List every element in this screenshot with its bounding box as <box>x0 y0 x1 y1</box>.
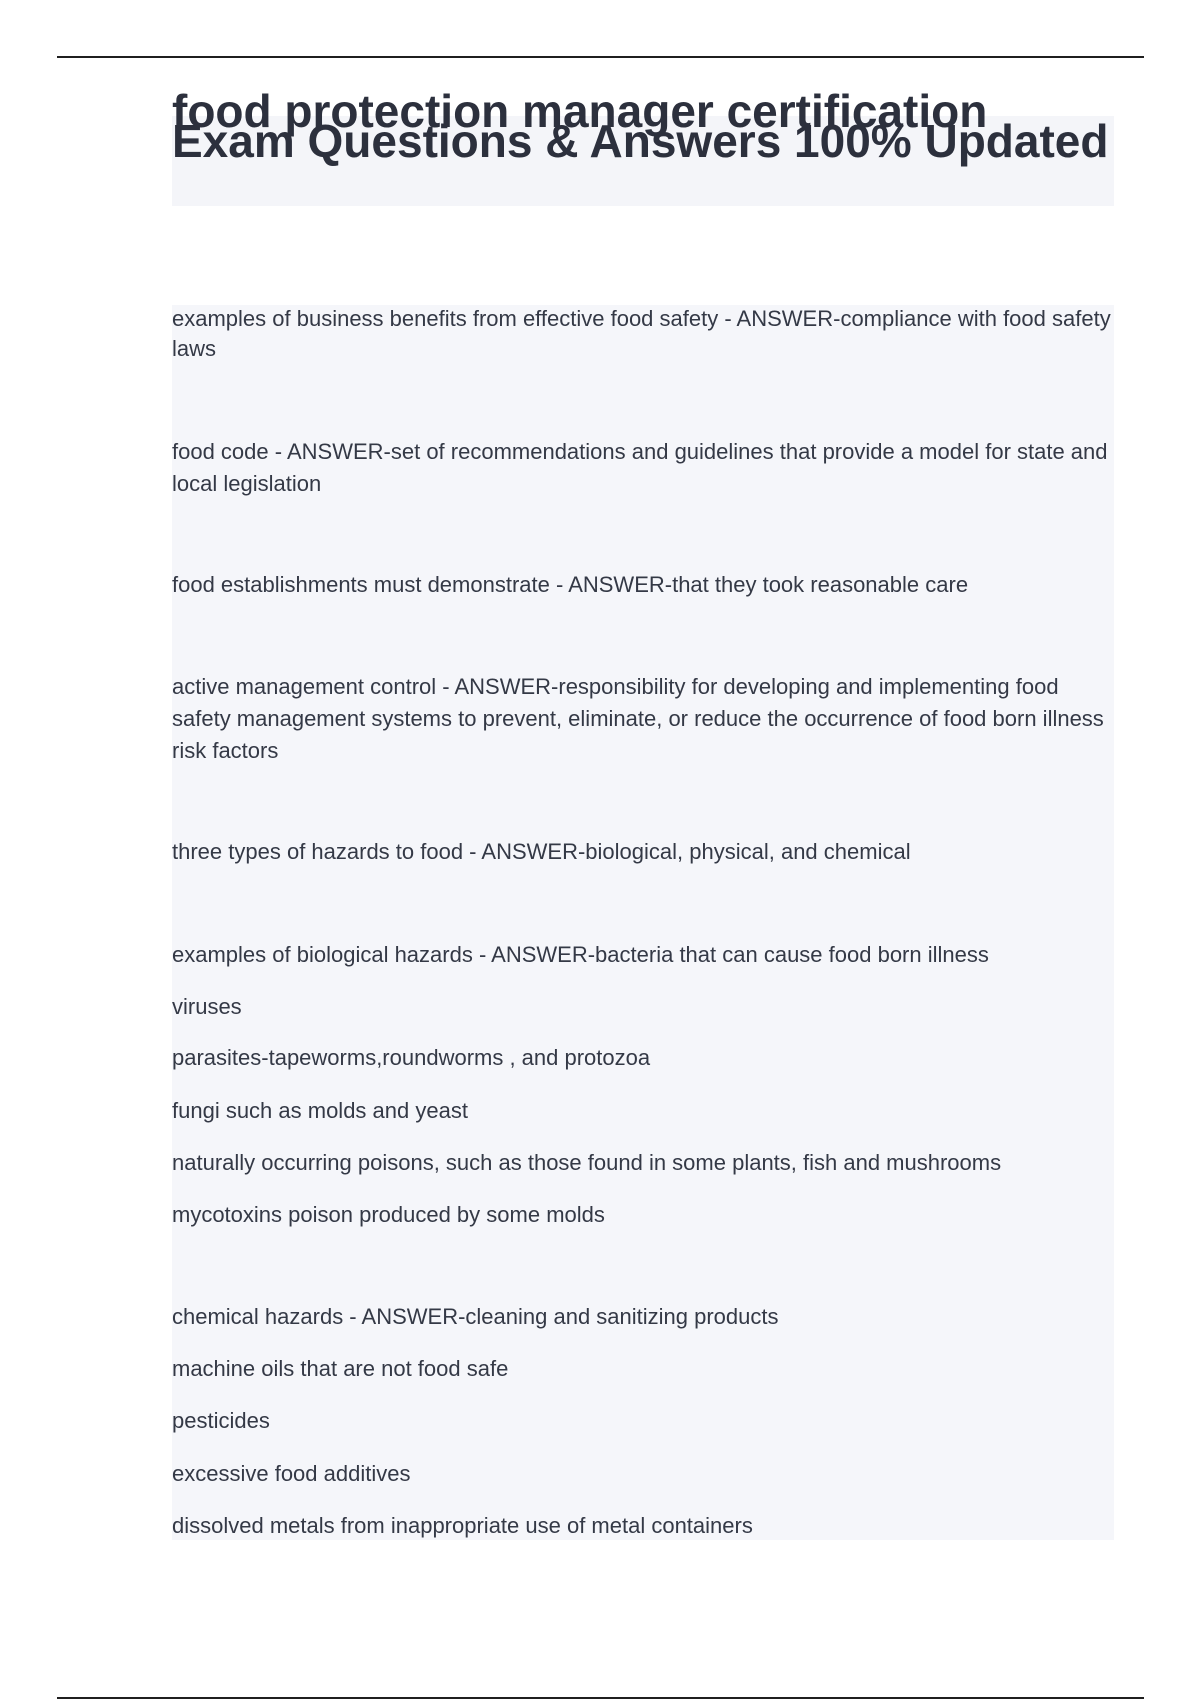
list-item: machine oils that are not food safe <box>172 1356 509 1381</box>
qa-entry-business-benefits: examples of business benefits from effective food safety - ANSWER-compliance with food safety laws <box>172 306 1111 361</box>
list-item: dissolved metals from inappropriate use of metal containers <box>172 1513 753 1538</box>
qa-entry-establishments: food establishments must demonstrate - ANSWER-that they took reasonable care <box>172 572 969 597</box>
qa-entry-hazard-types: three types of hazards to food - ANSWER-biological, physical, and chemical <box>172 839 911 864</box>
document-title: food protection manager certification Exam Questions & Answers 100% Updated <box>172 85 1109 167</box>
list-item: naturally occurring poisons, such as those found in some plants, fish and mushrooms <box>172 1150 1002 1175</box>
qa-entry-food-code: food code - ANSWER-set of recommendations and guidelines that provide a model for state and local legislation <box>172 439 1108 496</box>
top-divider <box>57 56 1144 58</box>
qa-entry-active-management: active management control - ANSWER-responsibility for developing and implementing food safety management systems to prevent, eliminate, or reduce the occurrence of food born illness risk factors <box>172 674 1104 763</box>
qa-entry-biological-hazards: examples of biological hazards - ANSWER-bacteria that can cause food born illness <box>172 942 989 967</box>
list-item: mycotoxins poison produced by some molds <box>172 1202 605 1227</box>
bottom-divider <box>57 1697 1144 1699</box>
list-item: parasites-tapeworms,roundworms , and protozoa <box>172 1045 651 1070</box>
qa-entry-chemical-hazards: chemical hazards - ANSWER-cleaning and sanitizing products <box>172 1304 779 1329</box>
list-item: excessive food additives <box>172 1461 411 1486</box>
list-item: pesticides <box>172 1408 270 1433</box>
list-item: fungi such as molds and yeast <box>172 1098 468 1123</box>
list-item: viruses <box>172 994 242 1019</box>
